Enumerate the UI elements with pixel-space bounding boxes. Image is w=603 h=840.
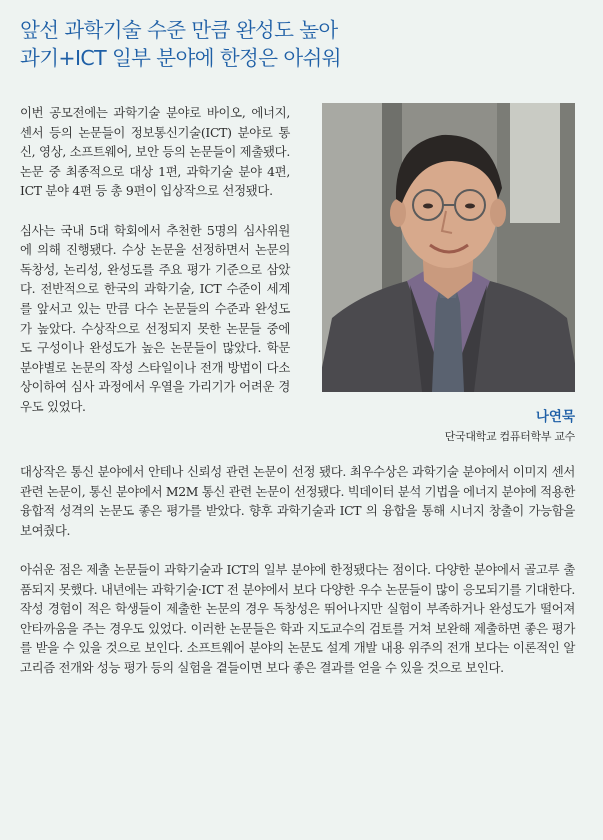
portrait-photo [322,103,575,392]
paragraph-2: 심사는 국내 5대 학회에서 추천한 5명의 심사위원에 의해 진행됐다. 수상 논문을 선정하면서 논문의 독창성, 논리성, 완성도를 주요 평가 기준으로 삼았다. 전반적으로 한국의 과학기술, ICT 수준이 세계를 앞서고 있는 만큼 다수 논문들의 수준과 완성도가 높았다. 수상작으로 선정되지 못한 논문들 중에도 구성이나 완성도가 높은 논문들이 많았다. 학문 분야별로 논문의 작성 스타일이나 전개 방법이 다소 상이하여 심사 과정에서 우열을 가리기가 어려운 경우도 있었다. [20,222,290,414]
paragraph-1: 이번 공모전에는 과학기술 분야로 바이오, 에너지, 센서 등의 논문들이 정보통신기술(ICT) 분야로 통신, 영상, 소프트웨어, 보안 등의 논문들이 제출됐다. 논문 중 최종적으로 대상 1편, 과학기술 분야 4편, ICT 분야 4편 등 총 9편이 입상작으로 선정됐다. [20,105,290,199]
headline [20,16,590,72]
left-column-text [20,103,290,436]
caption-name: 나연묵 [535,409,575,425]
caption-title: 단국대학교 컴퓨터학부 교수 [444,430,575,443]
paragraph-4: 아쉬운 점은 제출 논문들이 과학기술과 ICT의 일부 분야에 한정됐다는 점이다. 다양한 분야에서 골고루 출품되지 못했다. 내년에는 과학기술·ICT 전 분야에서 보다 다양한 우수 논문들이 많이 응모되기를 기대한다. 작성 경험이 적은 학생들이 제출한 논문의 경우 독창성은 뛰어나지만 실험이 부족하거나 완성도가 떨어져 안타까움을 주는 경우도 있었다. 이러한 논문들은 학과 지도교수의 검토를 거쳐 보완해 제출하면 좋은 평가를 받을 수 있을 것으로 보인다. 소프트웨어 분야의 논문도 설계 개발 내용 위주의 전개 보다는 이론적인 알고리즘 전개와 성능 평가 등의 실험을 곁들이면 보다 좋은 결과를 얻을 수 있을 것으로 보인다. [20,561,575,675]
paragraph-3: 대상작은 통신 분야에서 안테나 신뢰성 관련 논문이 선정 됐다. 최우수상은 과학기술 분야에서 이미지 센서 관련 논문이, 통신 분야에서 M2M 통신 관련 논문이 선정됐다. 빅데이터 분석 기법을 에너지 분야에 적용한 융합적 성격의 논문도 좋은 평가를 받았다. 향후 과학기술과 ICT 의 융합을 통해 시너지 창출이 가능함을 보여줬다. [20,464,575,538]
headline-line-2: 과기+ICT 일부 분야에 한정은 아쉬워 [20,46,341,70]
headline-line-1: 앞선 과학기술 수준 만큼 완성도 높아 [20,18,338,42]
full-width-text [20,462,575,697]
